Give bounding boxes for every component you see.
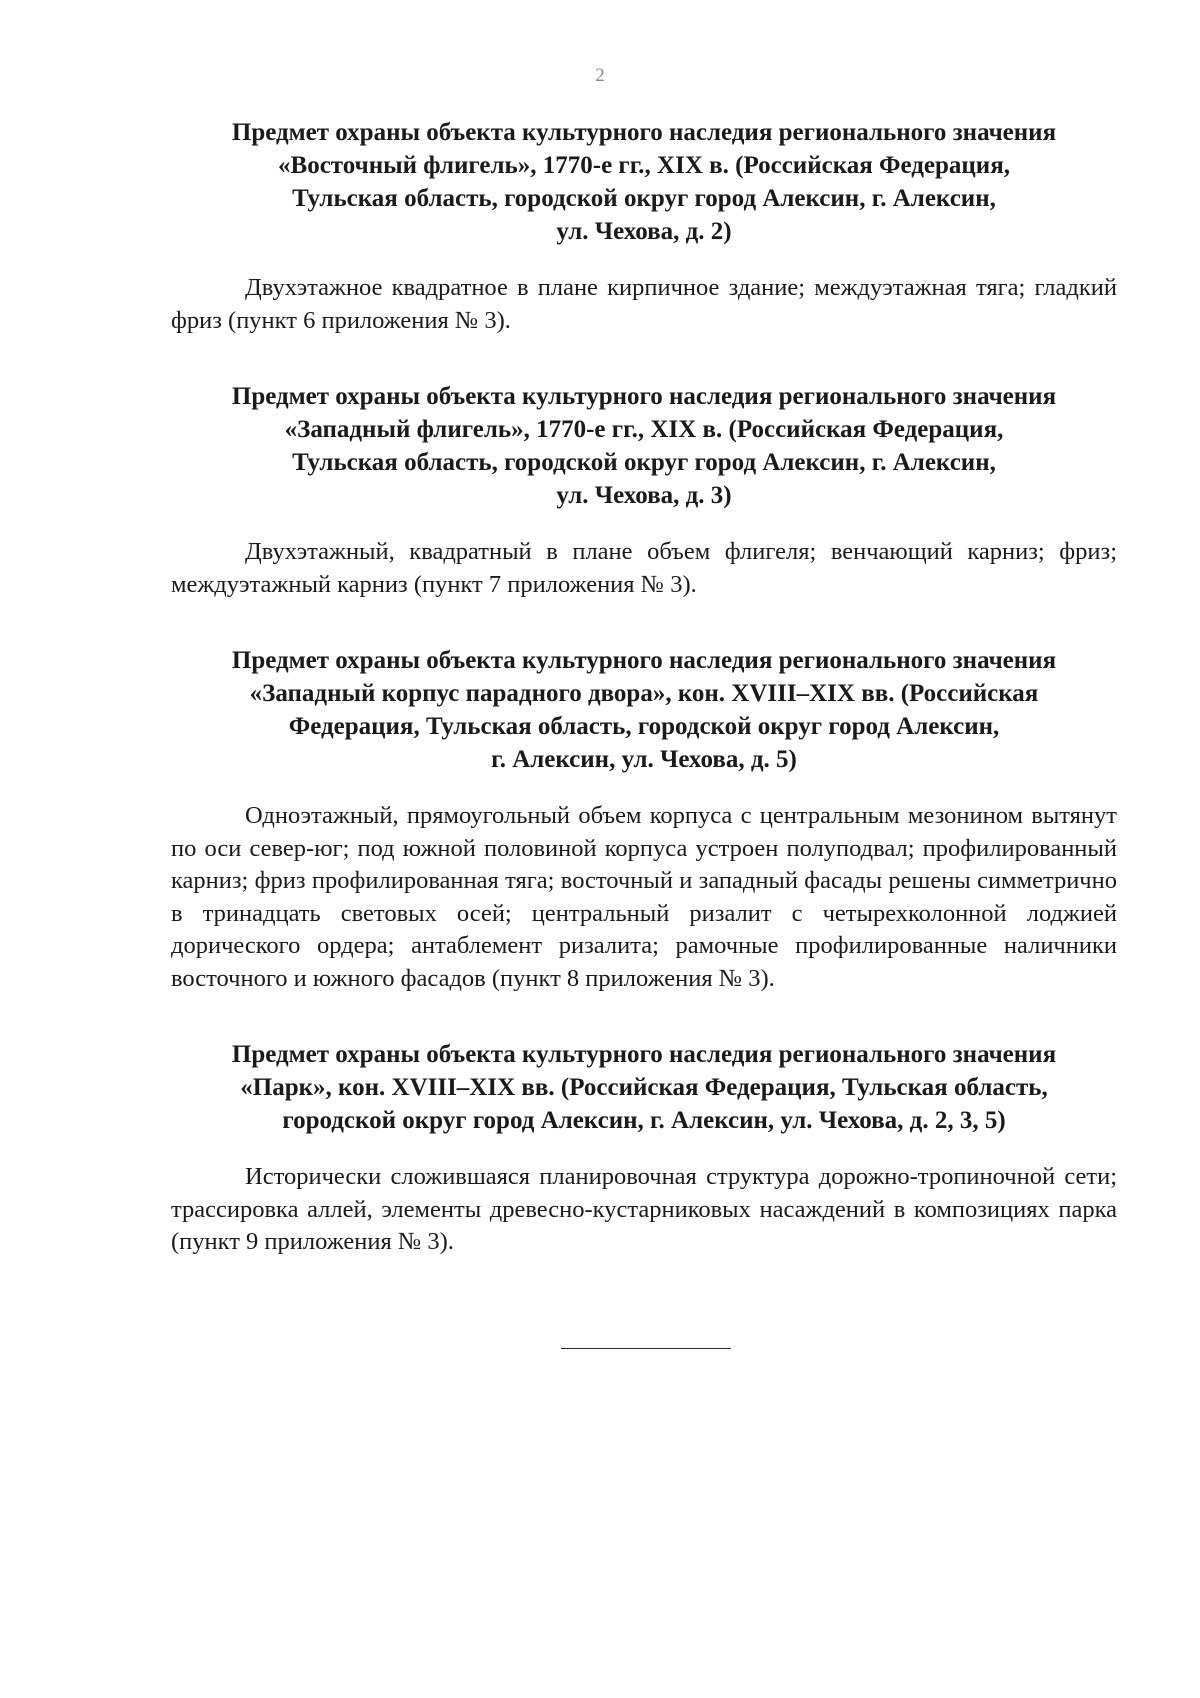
heading-line: «Западный корпус парадного двора», кон. XVIII–XIX вв. (Российская	[249, 680, 1039, 707]
section-heading	[171, 644, 1117, 776]
section-western-building	[171, 644, 1117, 995]
section-heading	[171, 116, 1117, 248]
heading-line: Предмет охраны объекта культурного наследия регионального значения	[231, 119, 1057, 146]
section-paragraph: Двухэтажный, квадратный в плане объем флигеля; венчающий карниз; фриз; междуэтажный карниз (пункт 7 приложения № 3).	[171, 538, 1117, 598]
heading-line: Тульская область, городской округ город Алексин, г. Алексин,	[292, 449, 996, 476]
heading-line: «Восточный флигель», 1770-е гг., XIX в. (Российская Федерация,	[278, 152, 1010, 179]
heading-line: Предмет охраны объекта культурного наследия регионального значения	[231, 1041, 1057, 1068]
heading-line: «Парк», кон. XVIII–XIX вв. (Российская Федерация, Тульская область,	[240, 1074, 1048, 1101]
page-number: 2	[595, 65, 605, 86]
heading-line: ул. Чехова, д. 2)	[556, 218, 732, 245]
heading-line: городской округ город Алексин, г. Алексин, ул. Чехова, д. 2, 3, 5)	[282, 1107, 1006, 1134]
heading-line: Федерация, Тульская область, городской округ город Алексин,	[288, 713, 1000, 740]
heading-line: Предмет охраны объекта культурного наследия регионального значения	[231, 383, 1057, 410]
heading-line: г. Алексин, ул. Чехова, д. 5)	[491, 746, 797, 773]
section-western-wing	[171, 380, 1117, 601]
section-heading	[171, 380, 1117, 512]
heading-line: ул. Чехова, д. 3)	[556, 482, 732, 509]
heading-line: Предмет охраны объекта культурного наследия регионального значения	[231, 647, 1057, 674]
document-body	[171, 116, 1117, 1302]
section-heading	[171, 1038, 1117, 1137]
section-park	[171, 1038, 1117, 1259]
end-of-document-rule	[561, 1348, 731, 1349]
section-paragraph: Одноэтажный, прямоугольный объем корпуса с центральным мезонином вытянут по оси север-юг; под южной половиной корпуса устроен полуподвал; профилированный карниз; фриз профилированная тяга; восточный и западный фасады решены симметрично в тринадцать световых осей; центральный ризалит с четырехколонной лоджией дорического ордера; антаблемент ризалита; рамочные профилированные наличники восточного и южного фасадов (пункт 8 приложения № 3).	[171, 802, 1117, 992]
section-eastern-wing	[171, 116, 1117, 337]
heading-line: Тульская область, городской округ город Алексин, г. Алексин,	[292, 185, 996, 212]
section-paragraph: Двухэтажное квадратное в плане кирпичное здание; междуэтажная тяга; гладкий фриз (пункт 6 приложения № 3).	[171, 274, 1117, 334]
section-paragraph: Исторически сложившаяся планировочная структура дорожно-тропиночной сети; трассировка аллей, элементы древесно-кустарниковых насаждений в композициях парка (пункт 9 приложения № 3).	[171, 1163, 1117, 1255]
heading-line: «Западный флигель», 1770-е гг., XIX в. (Российская Федерация,	[284, 416, 1004, 443]
